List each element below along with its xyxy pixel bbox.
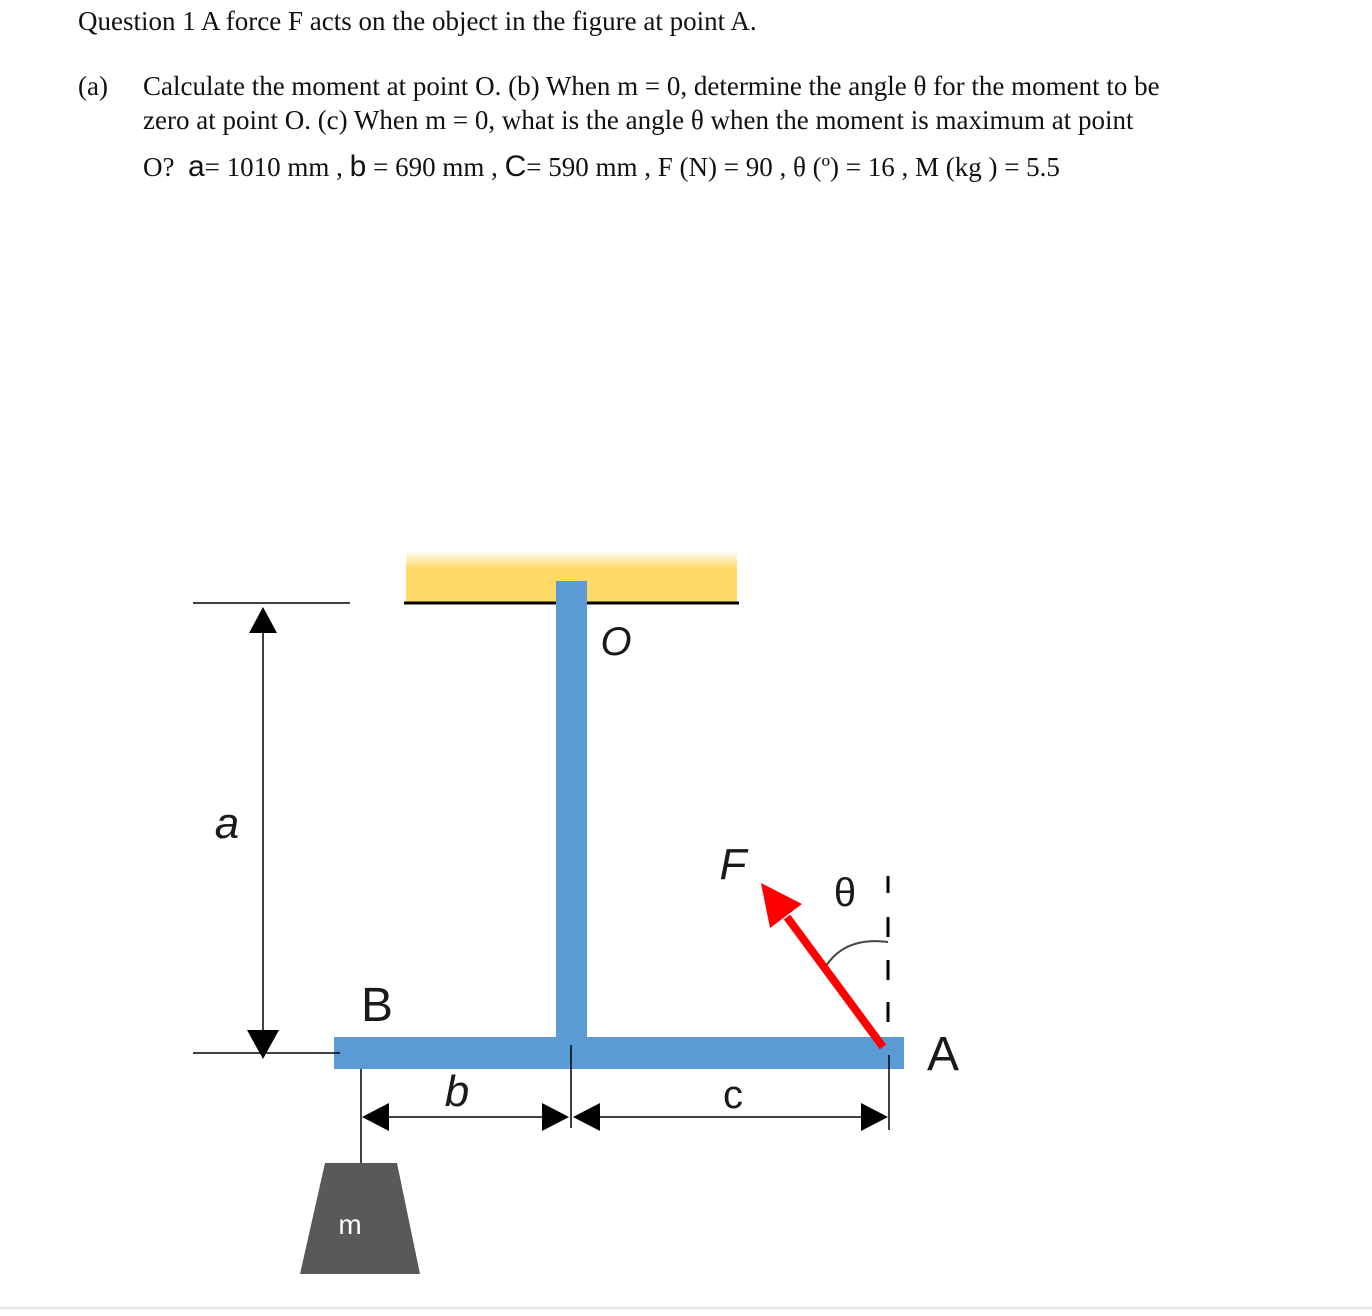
vertical-beam <box>556 581 587 1041</box>
dim-a-arrow-up <box>249 607 277 633</box>
param-c-value: = 590 mm , F (N) = 90 , θ (º) = 16 , M (kg ) = 5.5 <box>526 152 1060 182</box>
part-marker: (a) <box>78 71 108 101</box>
bottom-divider <box>0 1307 1372 1309</box>
label-m: m <box>338 1209 362 1240</box>
label-theta: θ <box>833 871 857 915</box>
question-title: Question 1 A force F acts on the object in the figure at point A. <box>78 6 757 36</box>
label-c: c <box>723 1073 743 1117</box>
dim-b-arrow-left <box>362 1103 389 1131</box>
param-a-value: = 1010 mm , <box>204 152 343 182</box>
force-arrow-head <box>761 883 802 928</box>
label-b: b <box>444 1067 470 1116</box>
label-F: F <box>719 840 747 889</box>
angle-arc <box>823 941 888 971</box>
label-A: A <box>926 1028 960 1081</box>
question-line-2: zero at point O. (c) When m = 0, what is the angle θ when the moment is maximum at point <box>143 105 1134 135</box>
param-b-symbol: b <box>349 150 367 183</box>
horizontal-beam <box>334 1037 904 1069</box>
dim-c-arrow-right <box>861 1103 888 1131</box>
dim-b-arrow-right <box>542 1103 569 1131</box>
params-lead: O? <box>143 152 175 182</box>
label-O: O <box>600 620 632 664</box>
dim-a-arrow-down <box>247 1030 279 1059</box>
force-arrow-shaft <box>787 917 883 1047</box>
question-line-1: Calculate the moment at point O. (b) When m = 0, determine the angle θ for the moment to be <box>143 71 1160 101</box>
param-c-symbol: C <box>504 150 527 183</box>
dim-c-arrow-left <box>573 1103 600 1131</box>
label-a: a <box>214 799 240 848</box>
param-b-value: = 690 mm , <box>373 152 498 182</box>
label-B: B <box>360 979 394 1032</box>
param-a-symbol: a <box>187 150 205 183</box>
